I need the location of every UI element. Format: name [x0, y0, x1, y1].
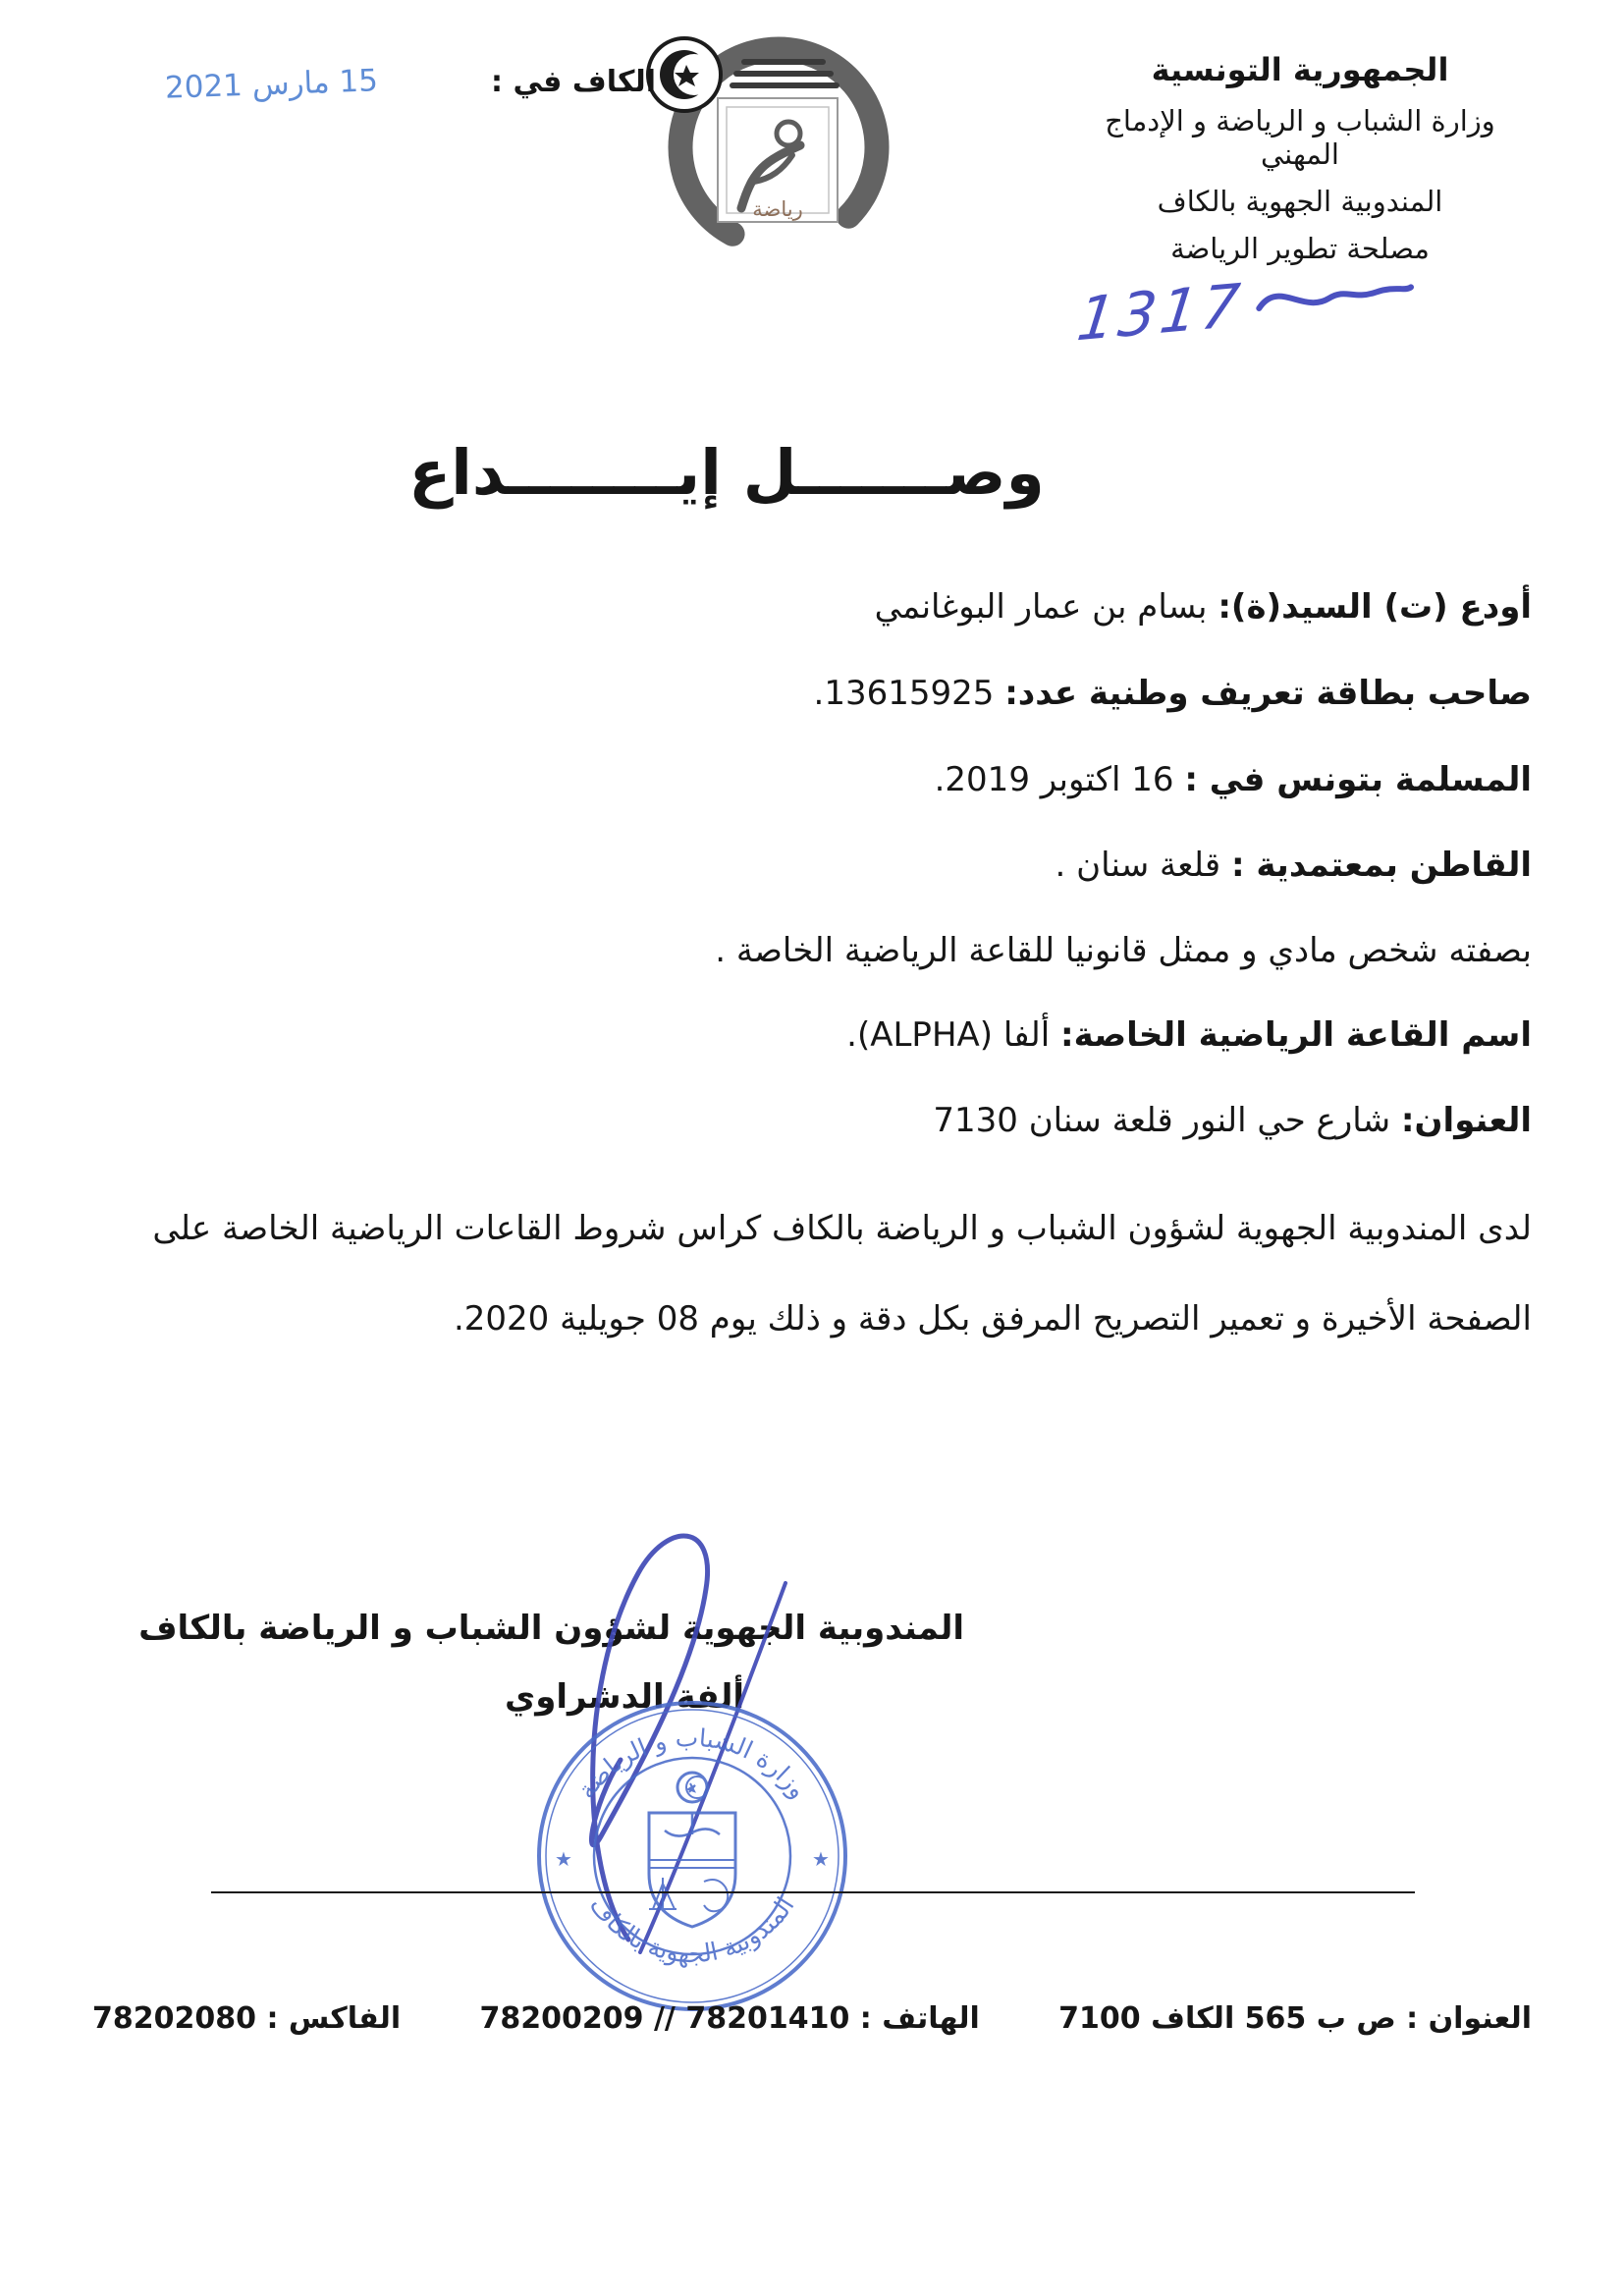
signing-organization: المندوبية الجهوية لشؤون الشباب و الرياضة بالكاف — [138, 1609, 964, 1648]
issued-line — [935, 760, 1532, 799]
stamp-bottom-text: المندوبية الجهوية بالكاف — [584, 1890, 800, 1969]
depositor-label: أودع (ت) السيد(ة): — [1218, 587, 1532, 627]
capacity-value: بصفته شخص مادي و ممثل قانونيا للقاعة الرياضية الخاصة . — [715, 931, 1532, 970]
residence-label: القاطن بمعتمدية : — [1231, 846, 1532, 885]
id-card-value: 13615925. — [813, 674, 1005, 713]
logo-small-text — [730, 59, 839, 88]
coat-of-arms-icon — [649, 1773, 735, 1927]
service-line: مصلحة تطوير الرياضة — [1170, 232, 1430, 265]
footer-contacts — [92, 2001, 1532, 2036]
ministry-logo — [643, 29, 908, 274]
gym-name-value: ألفا (ALPHA). — [846, 1015, 1061, 1055]
footer-address: العنوان : ص ب 565 الكاف 7100 — [1058, 2001, 1532, 2036]
address-value: شارع حي النور قلعة سنان 7130 — [933, 1101, 1401, 1140]
republic-line: الجمهورية التونسية — [1151, 51, 1449, 88]
letterhead — [1064, 51, 1536, 279]
logo-sport-word: رياضة — [752, 197, 803, 221]
official-round-stamp — [530, 1694, 854, 2022]
handwritten-number: 1317 — [1073, 270, 1248, 355]
gym-name-line — [846, 1015, 1532, 1055]
footer-phone: الهاتف : 78201410 // 78200209 — [479, 2001, 980, 2036]
document-title: وصـــــــل إيــــــــداع — [408, 437, 1045, 509]
capacity-line — [715, 931, 1532, 970]
residence-line — [1056, 846, 1532, 885]
footer-divider — [211, 1891, 1415, 1893]
place-label: الكاف في : — [491, 65, 656, 99]
ministry-line: وزارة الشباب و الرياضة و الإدماج المهني — [1105, 104, 1495, 171]
closing-paragraph: لدى المندوبية الجهوية لشؤون الشباب و الرياضة بالكاف كراس شروط القاعات الرياضية الخاصة على الصفحة الأخيرة و تعمير التصريح المرفق بكل دقة و ذلك يوم 08 جويلية 2020. — [152, 1209, 1532, 1339]
stamp-top-text: وزارة الشباب و الرياضة — [571, 1722, 813, 1804]
id-card-line — [814, 674, 1533, 713]
depositor-line — [875, 587, 1532, 627]
issued-value: 16 اكتوبر 2019. — [934, 760, 1185, 799]
address-line — [933, 1101, 1532, 1140]
stamp-star-right: ★ — [812, 1847, 830, 1871]
residence-value: قلعة سنان . — [1055, 846, 1231, 885]
stamp-star-left: ★ — [555, 1847, 572, 1871]
signer-name: ألفة الدشراوي — [505, 1677, 744, 1717]
footer-fax: الفاكس : 78202080 — [92, 2001, 402, 2036]
address-label: العنوان: — [1400, 1101, 1532, 1140]
id-card-label: صاحب بطاقة تعريف وطنية عدد: — [1004, 674, 1532, 713]
delegation-line: المندوبية الجهوية بالكاف — [1157, 185, 1443, 218]
gym-name-label: اسم القاعة الرياضية الخاصة: — [1060, 1015, 1532, 1055]
crescent-star-icon — [648, 38, 721, 111]
depositor-value: بسام بن عمار البوغانمي — [874, 587, 1218, 627]
handwritten-scribble — [1248, 261, 1420, 335]
ministry-logo-graphic — [643, 29, 908, 270]
issued-label: المسلمة بتونس في : — [1184, 760, 1532, 799]
date-stamp: 15 مارس 2021 — [164, 63, 379, 106]
